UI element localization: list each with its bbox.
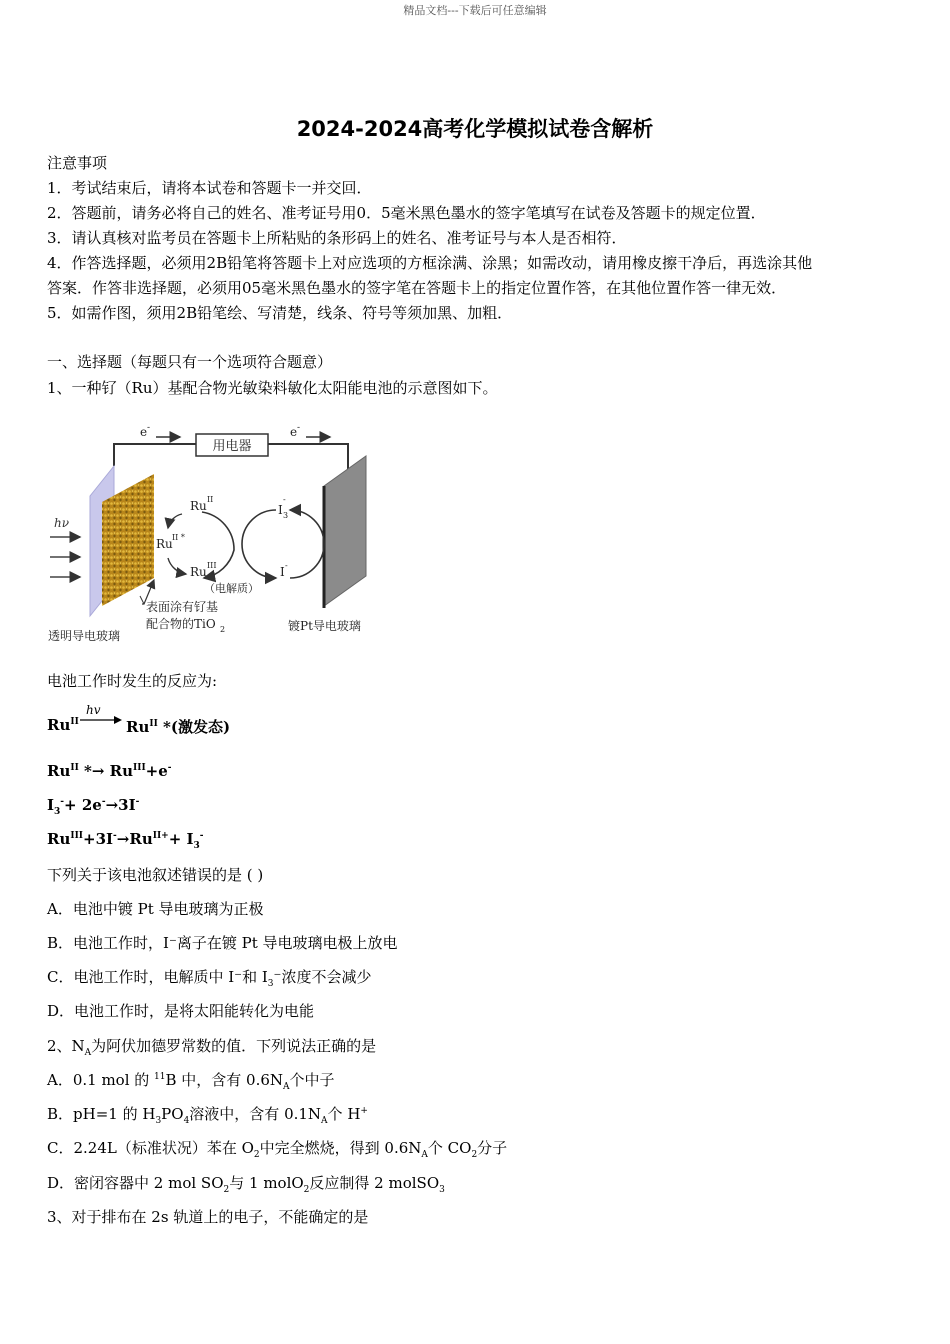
reaction-1-product: $Ru^{II}$ *(激发态): [126, 718, 231, 736]
page-title: 2024-2024高考化学模拟试卷含解析: [296, 117, 654, 141]
electron-label: e: [140, 425, 148, 439]
option-a: A．0.1 mol 的 $^{11}$B 中，含有 $0.6N_A$个中子: [47, 1071, 335, 1092]
notice-item: 5．如需作图，须用2B铅笔绘、写清楚，线条、符号等须加黑、加粗．: [47, 304, 513, 322]
pt-glass: [324, 456, 366, 606]
section-heading: 一、选择题（每题只有一个选项符合题意）: [47, 353, 333, 371]
notice-item: 3．请认真核对监考员在答题卡上所粘贴的条形码上的姓名、准考证号与本人是否相符．: [47, 229, 627, 247]
tio2-label-line1: 表面涂有钌基: [146, 600, 219, 614]
notice-heading: 注意事项: [47, 154, 108, 172]
option-b: B．pH=1 的 $H_3PO_4$溶液中，含有 $0.1N_A$个 H+: [47, 1105, 368, 1126]
circuit-wire: [114, 444, 196, 466]
reaction-3: $I_3^-+ 2e^-\to 3I^-$: [47, 796, 140, 817]
triiodide-sup: -: [283, 495, 286, 504]
electrolyte-label: （电解质）: [204, 582, 259, 595]
ru3-label: Ru: [190, 565, 207, 579]
option-a: A．电池中镀 Pt 导电玻璃为正极: [47, 900, 264, 918]
notice-item: 2．答题前，请务必将自己的姓名、准考证号用0．5毫米黑色墨水的签字笔填写在试卷及答题卡的规定位置．: [47, 204, 766, 222]
option-d: D．密闭容器中 2 mol $SO_2$与 1 molO$_2$反应制得 2 molSO$_3$: [47, 1174, 445, 1195]
ru2-excited-label: Ru: [156, 537, 173, 551]
hv-label: hv: [86, 703, 101, 717]
option-b: B．电池工作时，I⁻离子在镀 Pt 导电玻璃电极上放电: [47, 934, 398, 952]
question-1-stem: 1、一种钌（Ru）基配合物光敏染料敏化太阳能电池的示意图如下。: [47, 379, 498, 397]
notice-item: 1．考试结束后，请将本试卷和答题卡一并交回．: [47, 179, 372, 197]
tio2-sub: 2: [220, 625, 226, 634]
reaction-1: $Ru^{II}$: [47, 716, 79, 734]
electron-sup: -: [297, 423, 301, 433]
light-label: hν: [54, 516, 70, 530]
option-d: D．电池工作时，是将太阳能转化为电能: [47, 1002, 315, 1020]
reaction-intro: 电池工作时发生的反应为:: [47, 672, 218, 690]
hv-arrow: [78, 702, 126, 726]
page-header: 精品文档---下载后可任意编辑: [403, 4, 547, 17]
question-1-prompt: 下列关于该电池叙述错误的是 ( ): [47, 866, 264, 884]
iodide-sup: -: [285, 561, 288, 570]
question-2-stem: 2、$N_A$为阿伏加德罗常数的值．下列说法正确的是: [47, 1037, 377, 1058]
notice-item: 4．作答选择题，必须用2B铅笔将答题卡上对应选项的方框涂满、涂黑；如需改动，请用橡皮擦干净后，再选涂其他: [47, 254, 813, 272]
solar-cell-diagram: [44, 418, 374, 650]
triiodide-label: I: [278, 503, 283, 517]
reaction-4: $Ru^{III}+3I^-\to Ru^{II+}+ I_3^-$: [47, 830, 204, 851]
option-c: C．2.24L（标准状况）苯在 $O_2$中完全燃烧，得到 $0.6N_A$个 $CO_2$分子: [47, 1139, 508, 1160]
circuit-wire: [268, 444, 348, 474]
pt-glass-label: 镀Pt导电玻璃: [288, 619, 361, 633]
tio2-label-line2: 配合物的TiO: [146, 617, 216, 631]
notice-item: 答案．作答非选择题，必须用05毫米黑色墨水的签字笔在答题卡上的指定位置作答，在其他位置作答一律无效．: [47, 279, 787, 297]
iodide-label: I: [280, 565, 285, 579]
ru3-sup: III: [207, 561, 217, 570]
question-3-stem: 3、对于排布在 2s 轨道上的电子，不能确定的是: [47, 1208, 369, 1226]
iodide-cycle-arc: [242, 510, 276, 578]
option-c: C．电池工作时，电解质中 I⁻和 $I_3^-$浓度不会减少: [47, 968, 372, 989]
electron-label: e: [290, 425, 298, 439]
electron-sup: -: [147, 423, 151, 433]
ru-cycle-arc: [168, 558, 186, 574]
ru2-label: Ru: [190, 499, 207, 513]
ru-cycle-arc: [168, 514, 182, 528]
ru2-sup: II: [207, 495, 214, 504]
load-label: 用电器: [212, 439, 252, 454]
ru2-excited-sup: II *: [172, 533, 185, 542]
iodide-cycle-arc: [290, 510, 324, 578]
triiodide-sub: 3: [283, 511, 289, 520]
reaction-2: $Ru^{II} *\to Ru^{III}+e^-$: [47, 762, 172, 780]
transparent-glass-label: 透明导电玻璃: [48, 629, 121, 643]
